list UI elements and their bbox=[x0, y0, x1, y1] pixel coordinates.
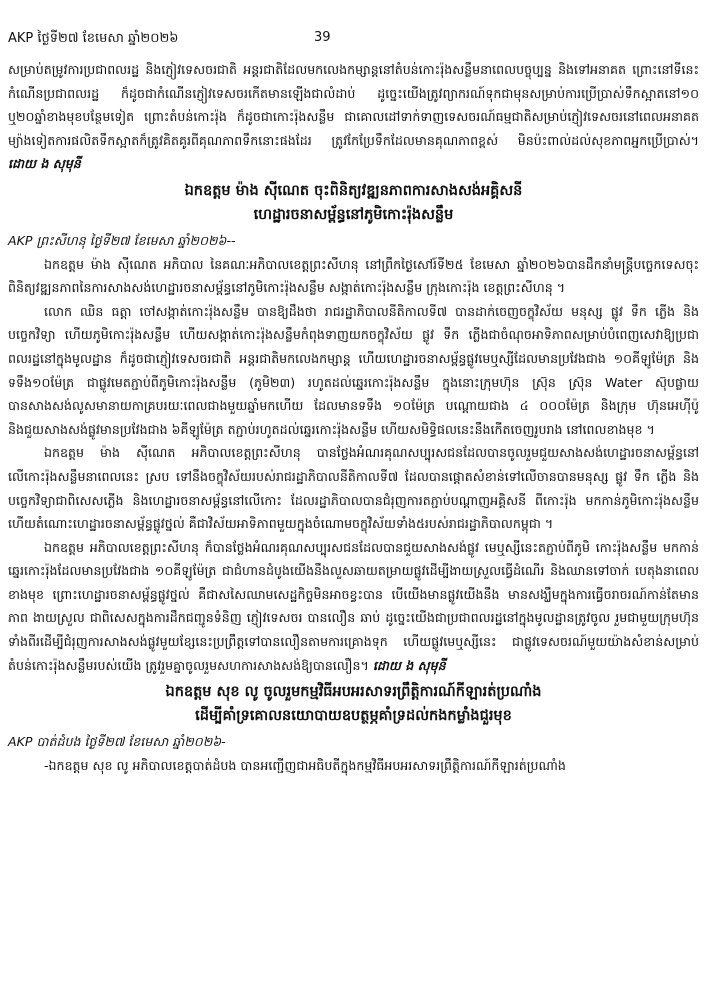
article2-paragraph-1: -ឯកឧត្តម សុខ លូ អភិបាលខេត្តបាត់ដំបង បានអញ្ជើញជាអធិបតីក្នុងកម្មវិធីអបអរសាទរព្រឹត្តិការណ៍កីឡារត់ប្រណាំង bbox=[44, 757, 566, 773]
article1-headline-line1: ឯកឧត្តម ម៉ាង ស៊ីណេត ចុះពិនិត្យវឌ្ឍនភាពការសាងសង់អគ្គិសនី bbox=[184, 182, 523, 199]
article1-headline bbox=[8, 179, 699, 227]
continuation-author: ដោយ ង សុមុនី bbox=[8, 156, 81, 172]
article1-paragraph-4 bbox=[8, 536, 699, 678]
header-source-date: AKP ថ្ងៃទី២៧ ខែមេសា ឆ្នាំ២០២៦ bbox=[8, 31, 179, 46]
page-body bbox=[8, 58, 699, 777]
page-header bbox=[8, 30, 699, 52]
article1-paragraph-1: ឯកឧត្តម ម៉ាង ស៊ីណេត អភិបាល នៃគណៈអភិបាលខេត្តព្រះសីហនុ នៅព្រឹកថ្ងៃសៅរ៍ទី២៥ ខែមេសា ឆ្នាំ២០២៦បានដឹកនាំមន្ត្រីបច្ចេកទេសចុះពិនិត្យវឌ្ឍនភាពនៃការសាងសង់ហេដ្ឋារចនាសម្ព័ន្ធនៅភូមិកោះរ៉ុងសន្លឹម សង្កាត់កោះរ៉ុងសន្លឹម ក្រុងកោះរ៉ុង ខេត្តព្រះសីហនុ ។ bbox=[8, 256, 699, 296]
article2-headline-line2: ដើម្បីគាំទ្រគោលនយោបាយឧបត្ថម្ភគាំទ្រដល់កងកម្លាំងជួរមុខ bbox=[195, 708, 512, 725]
article1-headline-line2: ហេដ្ឋារចនាសម្ព័ន្ធនៅភូមិកោះរ៉ុងសន្លឹម bbox=[253, 206, 454, 223]
article1-dateline: AKP ព្រះសីហនុ ថ្ងៃទី២៧ ខែមេសា ឆ្នាំ២០២៦-- bbox=[8, 232, 236, 248]
article1-paragraph-3: ឯកឧត្តម ម៉ាង ស៊ីណេត អភិបាលខេត្តព្រះសីហនុ បានថ្លែងអំណរគុណសប្បុរសជនដែលបានចូលរួមជួយសាងសង់ហេដ្ឋារចនាសម្ព័ន្ធនៅលើកោះរ៉ុងសន្លឹមនាពេលនេះ ស្រប ទៅនឹងចក្ខុវិស័យរបស់រាជរដ្ឋាភិបាលនីតិកាលទី៧ ដែលបានផ្ដោតសំខាន់ទៅលើចានបានមនុស្ស ផ្លូវ ទឹក ភ្លើង និងបច្ចេកវិទ្យាជាពិសេសភ្លើង និងហេដ្ឋារចនាសម្ព័ន្ធនៅលើកោះ ដែលរដ្ឋាភិបាលបានជំរុញការតភ្ជាប់បណ្ដាញអគ្គិសនី ពីកោះរ៉ុង មកកាន់ភូមិកោះរ៉ុងសន្លឹម ហើយតំណោះហេដ្ឋារចនាសម្ព័ន្ធផ្លូវថ្នល់ គឺជាវិស័យអាទិភាពមួយក្នុងចំណោមចក្ខុវិស័យទាំង៥របស់រាជរដ្ឋាភិបាលកម្ពុជា ។ bbox=[8, 445, 699, 532]
article1-paragraph-2: លោក ឈិន ធត្តា ចៅសង្កាត់កោះរ៉ុងសន្លឹម បានឱ្យដឹងថា រាជរដ្ឋាភិបាលនីតិកាលទី៧ បានដាក់ចេញចក្ខុវិស័យ មនុស្ស ផ្លូវ ទឹក ភ្លើង និងបច្ចេកវិទ្យា ហើយភូមិកោះរ៉ុងសន្លឹម ហើយសង្កាត់កោះរ៉ុងសន្លឹមកំពុងទាញយកចក្ខុវិស័យ ផ្លូវ ទឹក ភ្លើងជាចំណុចអាទិភាពសម្រាប់បំពេញសេវាឱ្យប្រជាពលរដ្ឋនៅក្នុងមូលដ្ឋាន ក៏ដូចជាភ្ញៀវទេសចរជាតិ អន្តរជាតិមកលេងកម្សាន្ត ហើយហេដ្ឋារចនាសម្ព័ន្ធផ្លូវមេឬស្សីដែលមានប្រវែងជាង ១០គីឡូម៉ែត្រ និងទទឹង១០ម៉ែត្រ ជាផ្លូវមេតភ្ជាប់ពីភូមិកោះរ៉ុងសន្លឹម (ភូមិ២៣) រហូតដល់ឆ្នេរកោះរ៉ុងសន្លឹម ក្នុងនោះក្រុមហ៊ុន ស្រ៊ុន ស្រ៊ុន Water ស៊ុបផ្លាយ បានសាងសង់លូសមានាយកាគ្របរយៈពេលជាងមួយឆ្នាំមកហើយ ដែលមានទទឹង ១០ម៉ែត្រ បណ្ដោយជាង ៤ ០០០ម៉ែត្រ និងក្រុម ហ៊ុនអេហ៊ីប៉ូ និងជួយសាងសង់ផ្លូវមានប្រវែងជាង ៦គីឡូម៉ែត្រ តភ្ជាប់រហូតដល់ឆ្នេរកោះរ៉ុងសន្លឹម ហើយសមិទ្ធិផលនេះនឹងកើតចេញរូបរាង នៅពេលខាងមុខ ។ bbox=[8, 303, 699, 437]
continuation-paragraph bbox=[8, 58, 699, 176]
article2-dateline: AKP បាត់ដំបង ថ្ងៃទី២៧ ខែមេសា ឆ្នាំ២០២៦- bbox=[8, 734, 226, 750]
page-number: 39 bbox=[314, 30, 331, 45]
article2-headline-line1: ឯកឧត្តម សុខ លូ ចូលរួមកម្មវិធីអបអរសាទរព្រឹត្តិការណ៍កីឡារត់ប្រណាំង bbox=[165, 684, 542, 701]
article2-headline bbox=[8, 680, 699, 728]
article1-author: ដោយ ង សុមុនី bbox=[372, 657, 446, 673]
article1-paragraph-4-text: ឯកឧត្តម អភិបាលខេត្តព្រះសីហនុ ក៏បានថ្លែងអំណរគុណសប្បុរសជនដែលបានជួយសាងសង់ផ្លូវ មេឬស្សីនេះតភ្ជាប់ពីភូមិ កោះរ៉ុងសន្លឹម មកកាន់ឆ្នេរកោះរ៉ុងដែលមានប្រវែងជាង ១០គីឡូម៉ែត្រ ជាជំហានដំបូងយើងនឹងលួសឆាយតម្រាយផ្លូវដើម្បីងាយស្រួលធ្វើដំណើរ និងឈានទៅចាក់ បេតុងនាពេលខាងមុខ ព្រោះហេដ្ឋារចនាសម្ព័ន្ធផ្លូវថ្នល់ គឺជាសសៃឈាមសេដ្ឋកិច្ចមិនអាចខ្វះបាន បើយើងមានផ្លូវយើងនឹង មានសង្ឃឹមក្នុងការធ្វើចរាចរណ៍កាន់តែមានភាព ងាយស្រួល ជាពិសេសក្នុងការដឹកជញ្ជូនទំនិញ ភ្ញៀវទេសចរ បានលឿន ឆាប់ ដូច្នេះយើងជាប្រជាពលរដ្ឋនៅក្នុងមូលដ្ឋានត្រូវចូល រួមជាមួយក្រុមហ៊ុនទាំងពីរដើម្បីជំរុញការសាងសង់ផ្លូវមួយខ្សែនេះប្រព្រឹត្តទៅបានលឿនតាមការគ្រោងទុក ហើយផ្លូវមេឬស្សីនេះ ជាផ្លូវទេសចរណ៍មួយយ៉ាងសំខាន់សម្រាប់តំបន់កោះរ៉ុងសន្លឹមរបស់យើង ត្រូវរួមគ្នាចូលរួមសហការសាងសង់ឱ្យបានលឿន។ bbox=[8, 539, 699, 673]
continuation-text: សម្រាប់តម្រូវការប្រជាពលរដ្ឋ និងភ្ញៀវទេសចរជាតិ អន្តរជាតិដែលមកលេងកម្សាន្តនៅតំបន់កោះរ៉ុងសន្លឹមនាពេលបច្ចុប្បន្ន និងទៅអនាគត ព្រោះនៅទីនេះកំណើនប្រជាពលរដ្ឋ ក៏ដូចជាកំណើនភ្ញៀវទេសចរកើតមានឡើងជាលំដាប់ ដូច្នេះយើងត្រូវព្យាករណ៍ទុកជាមុនសម្រាប់ការប្រើប្រាស់ទឹកស្អាតនៅ១០ ឬ២០ឆ្នាំខាងមុខបន្ថែមទៀត ព្រោះតំបន់កោះរ៉ុង ក៏ដូចជាកោះរ៉ុងសន្លឹម ជាគោលដៅទាក់ទាញទេសចរណ៍ធម្មជាតិសម្រាប់ភ្ញៀវទេសចរនៅពេលអនាគត ម្យ៉ាងទៀតការផលិតទឹកស្អាតក៏ត្រូវគិតគូរពីគុណភាពទឹកនោះផងដែរ ត្រូវកែប្រែទឹកដែលមានគុណភាពខ្ពស់ មិនប៉ះពាល់ដល់សុខភាពអ្នកប្រើប្រាស់។ bbox=[8, 62, 699, 148]
